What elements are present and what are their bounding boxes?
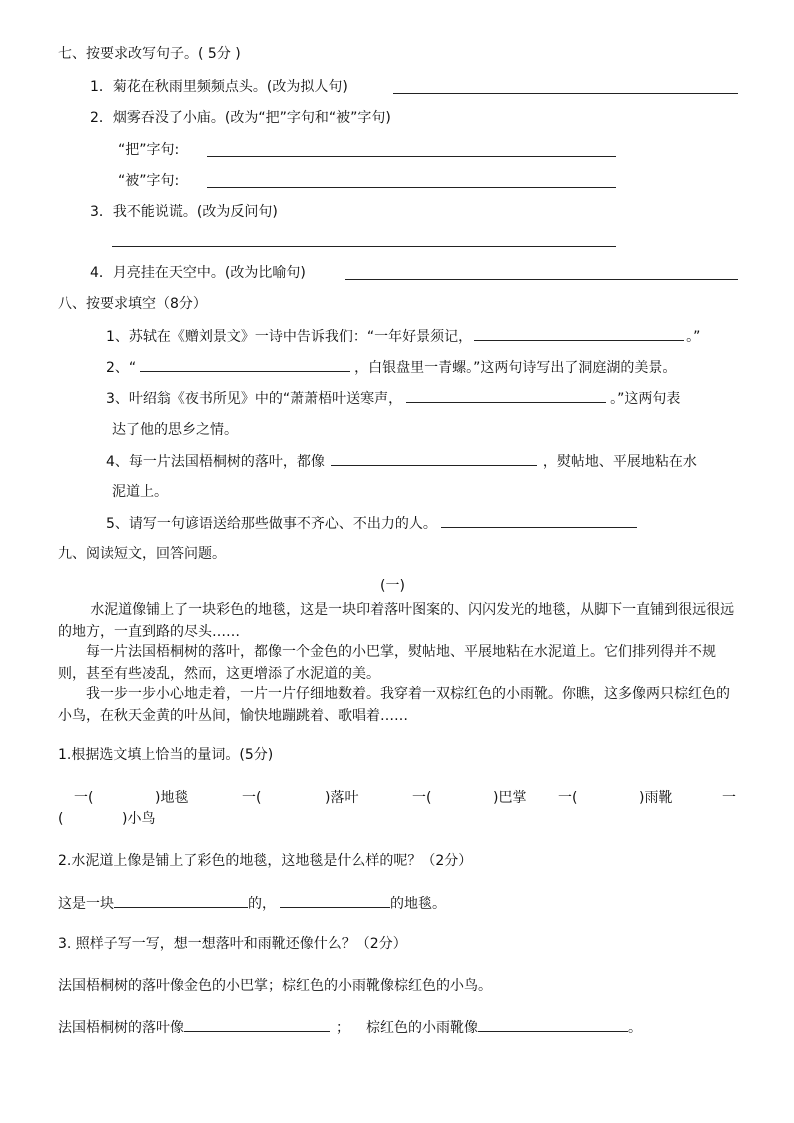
s8-q2-blank[interactable] — [140, 357, 350, 372]
s9-q2-suffix: 的地毯。 — [390, 896, 446, 912]
passage-paragraph-1: 水泥道像铺上了一块彩色的地毯，这是一块印着落叶图案的、闪闪发光的地毯，从脚下一直铺到很远很远的地方，一直到路的尽头…… — [58, 602, 735, 640]
s8-q3-continuation: 达了他的思乡之情。 — [112, 422, 238, 438]
ba-sentence-answer-line[interactable] — [207, 156, 616, 157]
s9-q3-answer — [58, 1017, 642, 1038]
passage-paragraph-2: 每一片法国梧桐树的落叶，都像一个金色的小巴掌，熨帖地、平展地粘在水泥道上。它们排列得并不规则，甚至有些凌乱，然而，这更增添了水泥道的美。 — [58, 644, 716, 682]
s7-question-4: 4．月亮挂在天空中。(改为比喻句) — [90, 265, 306, 281]
s7-question-2: 2．烟雾吞没了小庙。(改为“把”字句和“被”字句) — [90, 110, 391, 126]
s9-q2-middle: 的， — [248, 896, 276, 912]
s8-q4-end: ，熨帖地、平展地粘在水 — [542, 454, 697, 470]
s8-q4-text: 4、每一片法国梧桐树的落叶，都像 — [106, 454, 325, 470]
measure-word-boots-close: )雨靴 — [639, 790, 673, 806]
s9-question-2: 2.水泥道上像是铺上了彩色的地毯，这地毯是什么样的呢？（2分） — [58, 853, 473, 869]
section-8-heading: 八、按要求填空（8分） — [58, 296, 207, 312]
section-7-heading: 七、按要求改写句子。( 5分 ) — [58, 46, 241, 62]
s8-question-3 — [106, 388, 680, 409]
s8-q1-end: 。” — [686, 329, 701, 345]
s8-q1-blank[interactable] — [474, 326, 684, 341]
s9-q3-semicolon: ； — [336, 1020, 350, 1036]
s8-question-2 — [106, 357, 676, 378]
s9-q3-blank-boots[interactable] — [478, 1017, 628, 1032]
s7-question-1: 1．菊花在秋雨里频频点头。(改为拟人句) — [90, 79, 348, 95]
passage-subtitle: (一) — [380, 578, 405, 594]
s8-q5-blank[interactable] — [441, 513, 637, 528]
s8-q5-text: 5、请写一句谚语送给那些做事不齐心、不出力的人。 — [106, 516, 437, 532]
s7-q4-answer-line[interactable] — [345, 279, 738, 280]
s8-q4-continuation: 泥道上。 — [112, 484, 168, 500]
s8-q3-end: 。”这两句表 — [610, 391, 681, 407]
s8-q2-text: ，白银盘里一青螺。”这两句诗写出了洞庭湖的美景。 — [354, 360, 677, 376]
measure-word-leaf-close: )落叶 — [325, 790, 359, 806]
measure-word-carpet-close: )地毯 — [155, 790, 189, 806]
s9-q2-answer — [58, 893, 446, 914]
s9-question-3: 3. 照样子写一写，想一想落叶和雨靴还像什么？（2分） — [58, 936, 407, 952]
s9-q3-end: 。 — [628, 1020, 642, 1036]
s8-q2-open: 2、“ — [106, 360, 137, 376]
s8-question-5 — [106, 513, 637, 534]
s7-q1-answer-line[interactable] — [393, 93, 738, 94]
measure-word-carpet-open: 一( — [74, 790, 94, 806]
s9-q2-prefix: 这是一块 — [58, 896, 114, 912]
measure-word-bird-open: ( — [58, 811, 64, 827]
s7-question-3: 3．我不能说谎。(改为反问句) — [90, 204, 278, 220]
ba-sentence-label: “把”字句: — [118, 142, 180, 158]
passage-paragraph-3: 我一步一步小心地走着，一片一片仔细地数着。我穿着一双棕红色的小雨靴。你瞧，这多像两只棕红色的小鸟，在秋天金黄的叶丛间，愉快地蹦跳着、歌唱着…… — [58, 686, 730, 724]
s9-question-1: 1.根据选文填上恰当的量词。(5分) — [58, 747, 274, 763]
s8-q4-blank[interactable] — [331, 451, 537, 466]
bei-sentence-label: “被”字句: — [118, 173, 180, 189]
measure-word-bird-prefix: 一 — [722, 790, 736, 806]
s8-question-1 — [106, 326, 700, 347]
s8-q3-text: 3、叶绍翁《夜书所见》中的“萧萧梧叶送寒声， — [106, 391, 403, 407]
measure-word-boots-open: 一( — [558, 790, 578, 806]
measure-word-bird-close: )小鸟 — [122, 811, 156, 827]
measure-word-leaf-open: 一( — [242, 790, 262, 806]
s9-q3-blank-leaf[interactable] — [184, 1017, 330, 1032]
s7-q3-answer-line[interactable] — [112, 246, 616, 247]
s8-question-4 — [106, 451, 697, 472]
measure-word-palm-open: 一( — [412, 790, 432, 806]
measure-word-palm-close: )巴掌 — [493, 790, 527, 806]
section-9-heading: 九、阅读短文，回答问题。 — [58, 546, 226, 562]
s8-q1-text: 1、苏轼在《赠刘景文》一诗中告诉我们：“一年好景须记， — [106, 329, 473, 345]
s9-q3-example: 法国梧桐树的落叶像金色的小巴掌；棕红色的小雨靴像棕红色的小鸟。 — [58, 978, 492, 994]
s9-q3-boots-prefix: 棕红色的小雨靴像 — [366, 1020, 478, 1036]
bei-sentence-answer-line[interactable] — [207, 187, 616, 188]
s9-q2-blank-2[interactable] — [280, 893, 390, 908]
s8-q3-blank[interactable] — [406, 388, 606, 403]
s9-q3-leaf-prefix: 法国梧桐树的落叶像 — [58, 1020, 184, 1036]
s9-q2-blank-1[interactable] — [114, 893, 248, 908]
